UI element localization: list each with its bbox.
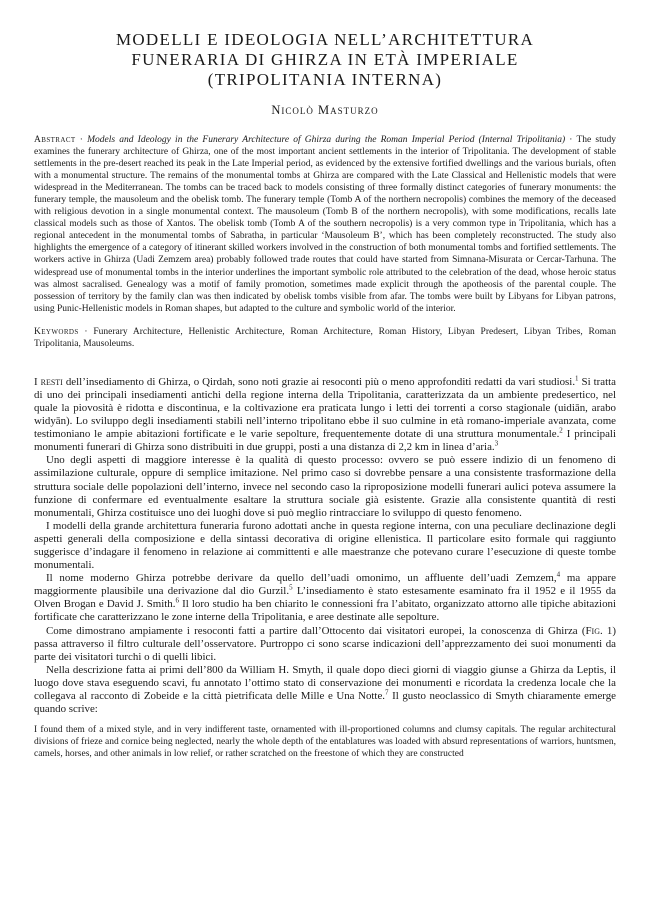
body-paragraph: [34, 664, 616, 716]
footnote-ref[interactable]: 3: [494, 439, 499, 448]
abstract-label: Abstract: [34, 135, 76, 145]
abstract-text: · The study examines the funerary architecture of Ghirza, one of the most important ancient settlements in the interior of Tripolitania. The development of stable settlements in the pre-desert reached its peak in the Late Imperial period, as evidenced by the extensive fortified dwellings and the various burials, often with a monumental structure. The remains of the monumental tombs at Ghirza are compared with the Late Classical and Hellenistic models that were widespread in the Mediterranean. The tombs can be traced back to models consisting of three formally distinct categories of funerary monuments: the funerary temple, the mausoleum and the obelisk tomb. The funerary temple (Tomb A of the northern necropolis) combines the memory of the deceased with religious devotion in a single monumental context. The mausoleum (Tomb B of the northern necropolis), with some modifications, recalls late classical models such as those of Xantos. The obelisk tomb (Tomb A of the southern necropolis) is a very common type in Tripolitania, which has a regional antecedent in the monumental tombs of Sabratha, in particular ‘Mausoleum B’, which has been completely reconstructed. The study also highlights the emergence of a category of itinerant skilled workers involved in the construction of both monumental tombs and fortified settlements. The workers active in Ghirza (Uadi Zemzem area) probably followed trade routes that could have started from Simnana-Misurata or Cercar-Tarhuna. The widespread use of monumental tombs in the interior underlines the important symbolic role attributed to the celebration of the dead, whose heroic status was almost sacralised. Genealogy was a motif of family promotion, sometimes made explicit through the apotheosis of the parental couple. The possession of territory by the family clan was then indicated by obelisk tombs visible from afar. The tombs were built by Libyans for Libyan patrons, using Punic-Hellenistic models in Roman shapes, but adapted to the culture and symbolic world of the interior.: [34, 135, 616, 314]
footnote-ref[interactable]: 6: [175, 596, 179, 605]
paragraph-text: Come dimostrano ampiamente i resoconti fatti a partire dall’Ottocento dai visitatori europei, la conoscenza di Ghirza (: [46, 624, 586, 637]
paragraph-text: dell’insediamento di Ghirza, o Qirdah, sono noti grazie ai resoconti più o meno approfonditi redatti da vari studiosi.: [62, 375, 576, 388]
body-paragraph: I modelli della grande architettura funeraria furono adottati anche in questa regione interna, con una peculiare declinazione degli aspetti generali della composizione e della sintassi decorativa di origine ellenistica. Il particolare esito formale qui raggiunto suggerisce d’indagare il fenomeno in relazione ai committenti e alle maestranze che potevano curare l’esecuzione di queste tombe monumentali.: [34, 519, 616, 572]
drop-opening: I resti: [34, 375, 63, 388]
title-line: (TRIPOLITANIA INTERNA): [207, 70, 443, 89]
paragraph-text: Il gusto neoclassico di Smyth chiaramente emerge quando scrive:: [34, 690, 616, 716]
figure-reference[interactable]: Fig. 1: [585, 624, 613, 637]
body-paragraph: [34, 625, 616, 664]
keywords-text: · Funerary Architecture, Hellenistic Architecture, Roman Architecture, Roman History, Libyan Predesert, Libyan Tribes, Roman Tripolitania, Mausoleums.: [34, 326, 616, 349]
abstract-english-title: Models and Ideology in the Funerary Architecture of Ghirza during the Roman Imperial Period (Internal Tripolitania): [87, 135, 566, 145]
paragraph-text: Si tratta di uno dei principali insediamenti antichi della regione interna della Tripolitania, caratterizzata da un ambiente predesertico, nel quale la piovosità è ridotta e discontinua, e la coltivazione era praticata lungo i letti dei torrenti a corso stagionale (uidiān, arabo widyān). Lo sviluppo degli insediamenti stabili nell’interno tripolitano ebbe il suo culmine in età romano-imperiale avanzata, come testimoniano le ampie abitazioni fortificate e le varie sepolture, frequentemente dotate di una struttura monumentale.: [34, 375, 617, 441]
body-paragraph: Uno degli aspetti di maggiore interesse è la qualità di questo processo: ovvero se può essere indizio di un fenomeno di assimilazione culturale, oppure di semplice imitazione. Nel primo caso si dovrebbe pensare a una consistente trasformazione della struttura sociale delle popolazioni dell’interno, invece nel secondo caso la riproposizione modelli funerari aulici poteva assumere la funzione di confermare ed eventualmente esaltare la struttura sociale già esistente. Grazie alla consistente quantità di resti monumentali, Ghirza costituisce uno dei luoghi dove si può meglio rintracciare lo sviluppo di questo fenomeno.: [34, 454, 616, 519]
footnote-ref[interactable]: 7: [385, 688, 389, 697]
paragraph-text: Il loro studio ha ben chiarito le connessioni fra l’abitato, organizzato attorno alle tipiche abitazioni fortificate che caratterizzano le zone interne della Tripolitania, e aree destinate alle sepolture.: [34, 598, 616, 624]
body-paragraph: [34, 376, 616, 455]
paragraph-text: ) passa attraverso il filtro culturale dell’osservatore. Purtroppo ci sono scarse indicazioni dell’apprezzamento dei suoi monumenti da parte dei visitatori turchi o di quelli libici.: [34, 624, 616, 663]
footnote-ref[interactable]: 5: [289, 583, 293, 592]
abstract-separator: ·: [75, 135, 88, 145]
keywords-block: [34, 326, 616, 350]
author-name: Nicolò Masturzo: [271, 103, 379, 117]
footnote-ref[interactable]: 1: [575, 374, 579, 383]
paragraph-text: Nella descrizione fatta ai primi dell’800 da William H. Smyth, il quale dopo dieci giorni di viaggio giunse a Ghirza da Leptis, il luogo dove stava eseguendo scavi, fu annotato l’ottimo stato di conservazione dei monumenti e ricordata la credenza locale che la collegava al racconto di Zobeide e la città pietrificata delle Mille e Una Notte.: [34, 663, 616, 703]
keywords-label: Keywords: [34, 326, 79, 337]
paragraph-text: ma appare maggiormente plausibile una derivazione dal dio Gurzil.: [34, 572, 616, 598]
paragraph-text: Il nome moderno Ghirza potrebbe derivare da quello dell’uadi omonimo, un affluente dell’uadi Zemzem,: [46, 572, 557, 585]
block-quote: I found them of a mixed style, and in very indifferent taste, ornamented with ill-proportioned columns and clumsy capitals. The regular architectural divisions of frieze and cornice being neglected, nearly the whole depth of the entablatures was loaded with absurd representations of warriors, huntsmen, camels, horses, and other animals in low relief, or rather scratched on the freestone of which they are constructed: [34, 725, 616, 760]
article-body: [34, 376, 616, 716]
footnote-ref[interactable]: 2: [559, 426, 563, 435]
footnote-ref[interactable]: 4: [556, 570, 561, 579]
title-line: FUNERARIA DI GHIRZA IN ETÀ IMPERIALE: [131, 50, 519, 69]
paragraph-text: I principali monumenti funerari di Ghirza sono distribuiti in due gruppi, posti a una distanza di 2,2 km in linea d’aria.: [34, 428, 616, 454]
title-line: MODELLI E IDEOLOGIA NELL’ARCHITETTURA: [115, 30, 535, 49]
article-page: [34, 30, 616, 760]
body-paragraph: [34, 572, 616, 624]
paragraph-text: L’insediamento è stato estesamente esaminato fra il 1952 e il 1955 da Olven Brogan e David J. Smith.: [34, 585, 616, 611]
article-title: [34, 30, 616, 90]
abstract-block: [34, 134, 616, 315]
